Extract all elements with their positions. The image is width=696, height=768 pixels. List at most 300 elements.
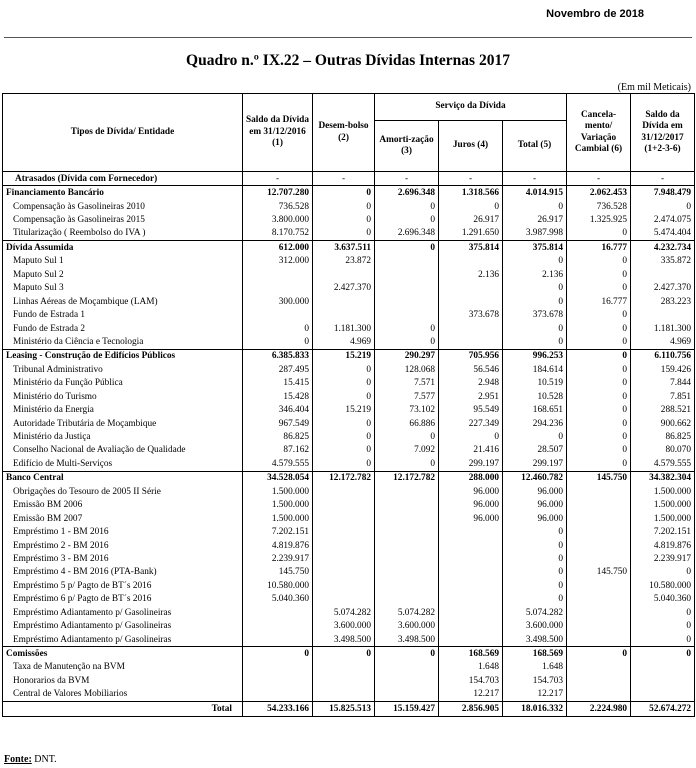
cell-value: 0 <box>375 200 439 213</box>
cell-value <box>313 552 375 565</box>
cell-value: 154.703 <box>439 674 503 687</box>
cell-value <box>439 619 503 632</box>
row-label: Maputo Sul 3 <box>3 282 243 295</box>
table-row <box>3 512 695 525</box>
cell-value: 7.948.479 <box>631 186 695 200</box>
row-label: Empréstimo 4 - BM 2016 (PTA-Bank) <box>3 566 243 579</box>
cell-value: 23.872 <box>313 255 375 268</box>
cell-value: 0 <box>313 457 375 471</box>
cell-value: 2.239.917 <box>243 552 313 565</box>
table-row <box>3 308 695 321</box>
cell-value: 705.956 <box>439 349 503 363</box>
cell-value: 8.170.752 <box>243 227 313 241</box>
cell-value: 7.202.151 <box>631 525 695 538</box>
cell-value: 3.600.000 <box>503 619 567 632</box>
cell-value <box>313 688 375 702</box>
cell-value: 373.678 <box>503 308 567 321</box>
cell-value: 15.415 <box>243 377 313 390</box>
cell-value <box>439 295 503 308</box>
row-label: Empréstimo Adiantamento p/ Gasolineiras <box>3 619 243 632</box>
cell-value <box>567 512 631 525</box>
row-label: Tribunal Administrativo <box>3 363 243 376</box>
cell-value: 15.159.427 <box>375 702 439 716</box>
cell-value: 96.000 <box>439 499 503 512</box>
cell-value: - <box>375 172 439 186</box>
cell-value: 4.819.876 <box>243 539 313 552</box>
cell-value <box>567 674 631 687</box>
cell-value: 2.136 <box>439 268 503 281</box>
cell-value: 12.707.280 <box>243 186 313 200</box>
cell-value: 0 <box>313 444 375 457</box>
cell-value: 2.136 <box>503 268 567 281</box>
cell-value: 96.000 <box>439 512 503 525</box>
cell-value: 0 <box>503 552 567 565</box>
cell-value: 0 <box>375 241 439 255</box>
cell-value: 312.000 <box>243 255 313 268</box>
cell-value: 3.498.500 <box>313 633 375 647</box>
cell-value <box>313 593 375 606</box>
cell-value: 0 <box>567 457 631 471</box>
table-row <box>3 539 695 552</box>
cell-value <box>567 619 631 632</box>
page-title: Quadro n.º IX.22 – Outras Dívidas Internas 2017 <box>186 52 510 69</box>
cell-value: 0 <box>439 430 503 443</box>
cell-value: 2.474.075 <box>631 213 695 226</box>
cell-value: 612.000 <box>243 241 313 255</box>
cell-value: 168.569 <box>439 647 503 661</box>
cell-value: 12.217 <box>503 688 567 702</box>
cell-value: 1.325.925 <box>567 213 631 226</box>
cell-value: 299.197 <box>503 457 567 471</box>
cell-value <box>243 688 313 702</box>
cell-value: 12.172.782 <box>313 471 375 485</box>
cell-value: 0 <box>567 430 631 443</box>
cell-value: 5.074.282 <box>313 606 375 619</box>
cell-value: 18.016.332 <box>503 702 567 716</box>
row-label: Linhas Aéreas de Moçambique (LAM) <box>3 295 243 308</box>
row-label: Maputo Sul 1 <box>3 255 243 268</box>
cell-value: 4.579.555 <box>243 457 313 471</box>
cell-value: 73.102 <box>375 403 439 416</box>
cell-value: 2.948 <box>439 377 503 390</box>
source-note <box>4 754 57 765</box>
cell-value: 3.637.511 <box>313 241 375 255</box>
cell-value <box>631 674 695 687</box>
cell-value: 4.014.915 <box>503 186 567 200</box>
cell-value: - <box>567 172 631 186</box>
cell-value: 0 <box>313 390 375 403</box>
table-row <box>3 390 695 403</box>
row-label: Empréstimo Adiantamento p/ Gasolineiras <box>3 606 243 619</box>
cell-value: 21.416 <box>439 444 503 457</box>
cell-value: 0 <box>567 227 631 241</box>
cell-value <box>375 308 439 321</box>
row-label: Empréstimo 5 p/ Pagto de BT´s 2016 <box>3 579 243 592</box>
cell-value: 1.318.566 <box>439 186 503 200</box>
cell-value <box>567 688 631 702</box>
cell-value: 0 <box>567 444 631 457</box>
row-label: Ministério da Função Pública <box>3 377 243 390</box>
table-row <box>3 335 695 349</box>
table-section-row <box>3 349 695 363</box>
cell-value: 168.651 <box>503 403 567 416</box>
cell-value: 1.500.000 <box>631 485 695 498</box>
cell-value: 0 <box>631 647 695 661</box>
table-row <box>3 444 695 457</box>
table-row <box>3 661 695 674</box>
table-section-row <box>3 241 695 255</box>
col-header-tipo: Tipos de Dívida/ Entidade <box>3 94 243 172</box>
table-row <box>3 593 695 606</box>
cell-value: 1.181.300 <box>631 322 695 335</box>
cell-value: 15.219 <box>313 403 375 416</box>
cell-value <box>375 512 439 525</box>
row-label: Empréstimo 2 - BM 2016 <box>3 539 243 552</box>
cell-value <box>567 661 631 674</box>
cell-value: 1.500.000 <box>631 499 695 512</box>
cell-value: 0 <box>631 619 695 632</box>
cell-value: 2.856.905 <box>439 702 503 716</box>
row-label: Ministério da Energia <box>3 403 243 416</box>
cell-value <box>567 499 631 512</box>
cell-value <box>567 552 631 565</box>
cell-value: 4.579.555 <box>631 457 695 471</box>
cell-value: - <box>503 172 567 186</box>
cell-value <box>313 525 375 538</box>
cell-value: 0 <box>567 282 631 295</box>
table-body <box>3 172 695 717</box>
cell-value <box>313 268 375 281</box>
cell-value <box>631 308 695 321</box>
cell-value: 86.825 <box>243 430 313 443</box>
debt-table <box>2 93 695 717</box>
cell-value: 0 <box>243 335 313 349</box>
cell-value: 0 <box>503 579 567 592</box>
table-row <box>3 619 695 632</box>
cell-value: 1.181.300 <box>313 322 375 335</box>
cell-value <box>439 282 503 295</box>
cell-value: 0 <box>313 417 375 430</box>
row-label: Empréstimo 1 - BM 2016 <box>3 525 243 538</box>
table-row <box>3 377 695 390</box>
cell-value: 4.969 <box>313 335 375 349</box>
cell-value: 0 <box>503 593 567 606</box>
cell-value <box>375 593 439 606</box>
cell-value: 145.750 <box>567 471 631 485</box>
cell-value <box>243 606 313 619</box>
col-header-saldo-inicial: Saldo da Dívida em 31/12/2016 (1) <box>243 94 313 172</box>
cell-value: 2.427.370 <box>313 282 375 295</box>
row-label: Honorarios da BVM <box>3 674 243 687</box>
cell-value <box>243 282 313 295</box>
cell-value: 3.600.000 <box>313 619 375 632</box>
cell-value: 0 <box>567 268 631 281</box>
cell-value: 335.872 <box>631 255 695 268</box>
cell-value: 736.528 <box>243 200 313 213</box>
cell-value: 12.172.782 <box>375 471 439 485</box>
cell-value <box>631 688 695 702</box>
cell-value: 0 <box>503 539 567 552</box>
cell-value <box>439 255 503 268</box>
cell-value <box>243 308 313 321</box>
unit-note: (Em mil Meticais) <box>617 82 691 93</box>
table-row <box>3 200 695 213</box>
cell-value: 2.427.370 <box>631 282 695 295</box>
cell-value: 4.819.876 <box>631 539 695 552</box>
cell-value: 34.382.304 <box>631 471 695 485</box>
cell-value: 0 <box>567 322 631 335</box>
report-date: Novembro de 2018 <box>546 8 644 20</box>
cell-value: 80.070 <box>631 444 695 457</box>
row-label: Compensação às Gasolineiras 2015 <box>3 213 243 226</box>
cell-value: 0 <box>567 335 631 349</box>
row-label: Taxa de Manutenção na BVM <box>3 661 243 674</box>
cell-value: 2.696.348 <box>375 227 439 241</box>
cell-value: 288.000 <box>439 471 503 485</box>
cell-value: 0 <box>375 457 439 471</box>
cell-value <box>439 539 503 552</box>
cell-value: 16.777 <box>567 295 631 308</box>
cell-value: 5.074.282 <box>503 606 567 619</box>
cell-value <box>313 539 375 552</box>
cell-value: 28.507 <box>503 444 567 457</box>
cell-value: 0 <box>503 335 567 349</box>
cell-value: 15.219 <box>313 349 375 363</box>
cell-value: 2.951 <box>439 390 503 403</box>
cell-value: 0 <box>313 227 375 241</box>
cell-value: 1.500.000 <box>243 499 313 512</box>
cell-value: 375.814 <box>439 241 503 255</box>
cell-value: 0 <box>567 255 631 268</box>
cell-value: 0 <box>313 213 375 226</box>
row-label: Empréstimo 6 p/ Pagto de BT´s 2016 <box>3 593 243 606</box>
cell-value: 0 <box>503 255 567 268</box>
cell-value: 0 <box>567 403 631 416</box>
table-row <box>3 499 695 512</box>
cell-value: 96.000 <box>439 485 503 498</box>
cell-value: 54.233.166 <box>243 702 313 716</box>
table-row <box>3 295 695 308</box>
cell-value: 5.040.360 <box>631 593 695 606</box>
cell-value <box>439 322 503 335</box>
cell-value: 1.648 <box>439 661 503 674</box>
cell-value: 2.062.453 <box>567 186 631 200</box>
cell-value: 0 <box>503 525 567 538</box>
row-label: Fundo de Estrada 1 <box>3 308 243 321</box>
cell-value: 3.498.500 <box>503 633 567 647</box>
table-row <box>3 363 695 376</box>
col-header-saldo-final: Saldo da Dívida em 31/12/2017 (1+2-3-6) <box>631 94 695 172</box>
cell-value: 0 <box>375 430 439 443</box>
cell-value <box>439 606 503 619</box>
row-label: Total <box>3 702 243 716</box>
cell-value <box>243 674 313 687</box>
row-label: Emissão BM 2006 <box>3 499 243 512</box>
cell-value: 6.385.833 <box>243 349 313 363</box>
col-header-desembolso: Desem-bolso (2) <box>313 94 375 172</box>
cell-value: 346.404 <box>243 403 313 416</box>
cell-value: 1.500.000 <box>631 512 695 525</box>
cell-value: 16.777 <box>567 241 631 255</box>
cell-value: 3.987.998 <box>503 227 567 241</box>
cell-value: 1.500.000 <box>243 485 313 498</box>
cell-value: - <box>313 172 375 186</box>
cell-value: 736.528 <box>567 200 631 213</box>
cell-value: 0 <box>567 349 631 363</box>
cell-value: 3.498.500 <box>375 633 439 647</box>
row-label: Ministério da Justiça <box>3 430 243 443</box>
source-value: DNT. <box>34 754 57 765</box>
row-label: Titularização ( Reembolso do IVA ) <box>3 227 243 241</box>
cell-value: 10.580.000 <box>631 579 695 592</box>
row-label: Edifício de Multi-Serviços <box>3 457 243 471</box>
cell-value <box>313 566 375 579</box>
cell-value <box>375 579 439 592</box>
cell-value: 34.528.054 <box>243 471 313 485</box>
cell-value: - <box>439 172 503 186</box>
cell-value <box>243 661 313 674</box>
cell-value: 0 <box>503 566 567 579</box>
cell-value: 0 <box>313 647 375 661</box>
cell-value: 967.549 <box>243 417 313 430</box>
cell-value: 15.825.513 <box>313 702 375 716</box>
cell-value: 0 <box>567 363 631 376</box>
table-row <box>3 268 695 281</box>
table-row <box>3 525 695 538</box>
cell-value: 5.074.282 <box>375 606 439 619</box>
row-label: Banco Central <box>3 471 243 485</box>
table-row <box>3 674 695 687</box>
cell-value: 0 <box>631 633 695 647</box>
table-row <box>3 213 695 226</box>
cell-value: 15.428 <box>243 390 313 403</box>
cell-value <box>439 593 503 606</box>
cell-value: 7.092 <box>375 444 439 457</box>
col-header-cancelamento: Cancela-mento/ Variação Cambial (6) <box>567 94 631 172</box>
table-row <box>3 633 695 647</box>
cell-value: 66.886 <box>375 417 439 430</box>
cell-value: 0 <box>375 322 439 335</box>
cell-value: 373.678 <box>439 308 503 321</box>
cell-value: 95.549 <box>439 403 503 416</box>
cell-value: 287.495 <box>243 363 313 376</box>
cell-value: 2.696.348 <box>375 186 439 200</box>
cell-value <box>375 268 439 281</box>
cell-value <box>375 539 439 552</box>
cell-value: 0 <box>313 430 375 443</box>
header-rule <box>4 37 692 38</box>
cell-value: 1.648 <box>503 661 567 674</box>
table-row <box>3 430 695 443</box>
cell-value: 0 <box>503 282 567 295</box>
col-header-servico: Serviço da Dívida <box>375 94 567 121</box>
cell-value: 294.236 <box>503 417 567 430</box>
cell-value: 96.000 <box>503 512 567 525</box>
table-row <box>3 417 695 430</box>
row-label: Obrigações do Tesouro de 2005 II Série <box>3 485 243 498</box>
table-row <box>3 552 695 565</box>
cell-value <box>375 566 439 579</box>
cell-value: 7.571 <box>375 377 439 390</box>
table-row <box>3 227 695 241</box>
cell-value <box>567 525 631 538</box>
cell-value: 56.546 <box>439 363 503 376</box>
col-header-total: Total (5) <box>503 121 567 172</box>
cell-value <box>567 539 631 552</box>
row-label: Fundo de Estrada 2 <box>3 322 243 335</box>
cell-value <box>243 619 313 632</box>
cell-value: 10.519 <box>503 377 567 390</box>
table-row <box>3 606 695 619</box>
cell-value: 0 <box>631 566 695 579</box>
cell-value: 0 <box>313 200 375 213</box>
table-row <box>3 403 695 416</box>
cell-value <box>313 485 375 498</box>
cell-value: 4.232.734 <box>631 241 695 255</box>
row-label: Maputo Sul 2 <box>3 268 243 281</box>
cell-value: 145.750 <box>567 566 631 579</box>
cell-value: 96.000 <box>503 499 567 512</box>
col-header-juros: Juros (4) <box>439 121 503 172</box>
cell-value: 12.460.782 <box>503 471 567 485</box>
cell-value: 7.844 <box>631 377 695 390</box>
row-label: Emissão BM 2007 <box>3 512 243 525</box>
table-section-row <box>3 471 695 485</box>
cell-value: 6.110.756 <box>631 349 695 363</box>
cell-value: 0 <box>631 606 695 619</box>
cell-value <box>375 525 439 538</box>
cell-value: 159.426 <box>631 363 695 376</box>
cell-value: 283.223 <box>631 295 695 308</box>
cell-value: 96.000 <box>503 485 567 498</box>
cell-value: 0 <box>375 647 439 661</box>
cell-value: 0 <box>503 200 567 213</box>
cell-value <box>631 268 695 281</box>
row-label: Atrasados (Dívida com Fornecedor) <box>3 172 243 186</box>
table-row <box>3 566 695 579</box>
cell-value <box>375 282 439 295</box>
row-label: Ministério da Ciência e Tecnologia <box>3 335 243 349</box>
cell-value: 184.614 <box>503 363 567 376</box>
table-total-row <box>3 702 695 716</box>
cell-value: 4.969 <box>631 335 695 349</box>
row-label: Financiamento Bancário <box>3 186 243 200</box>
table-row <box>3 322 695 335</box>
cell-value: 0 <box>243 647 313 661</box>
table-row <box>3 688 695 702</box>
table-row <box>3 579 695 592</box>
cell-value <box>375 499 439 512</box>
row-label: Dívida Assumida <box>3 241 243 255</box>
cell-value: 0 <box>375 335 439 349</box>
cell-value <box>439 566 503 579</box>
row-label: Central de Valores Mobiliarios <box>3 688 243 702</box>
cell-value: 86.825 <box>631 430 695 443</box>
cell-value: 0 <box>567 417 631 430</box>
cell-value <box>375 255 439 268</box>
row-label: Conselho Nacional de Avaliação de Qualidade <box>3 444 243 457</box>
cell-value: - <box>631 172 695 186</box>
table-row <box>3 282 695 295</box>
cell-value: 87.162 <box>243 444 313 457</box>
cell-value: 0 <box>567 308 631 321</box>
cell-value <box>567 485 631 498</box>
row-label: Comissões <box>3 647 243 661</box>
cell-value: 0 <box>375 213 439 226</box>
col-header-amortizacao: Amorti-zação (3) <box>375 121 439 172</box>
cell-value: 1.291.650 <box>439 227 503 241</box>
cell-value: 52.674.272 <box>631 702 695 716</box>
